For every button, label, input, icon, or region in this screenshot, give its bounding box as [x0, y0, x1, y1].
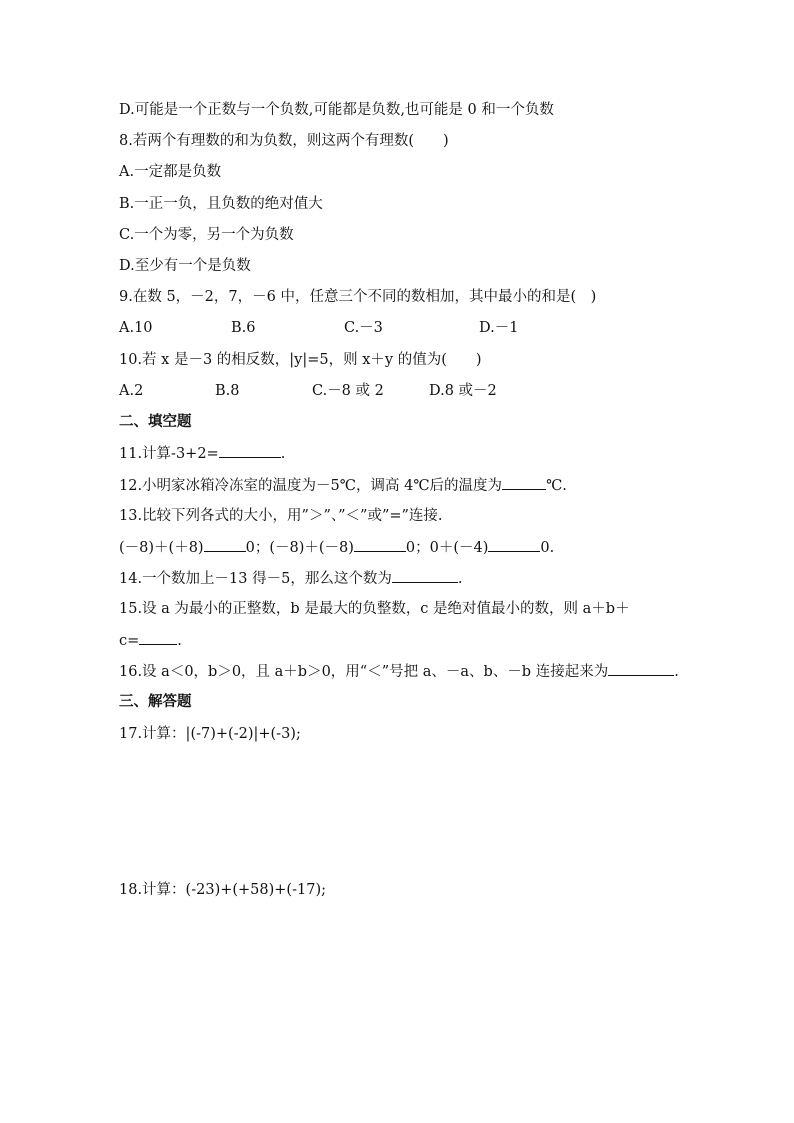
q16-end: .	[674, 664, 679, 680]
q9-option-b: B.6	[231, 320, 256, 336]
q11-blank	[219, 443, 281, 458]
q14-blank	[392, 568, 458, 583]
q10-option-a: A.2	[119, 383, 144, 399]
question-16	[119, 661, 679, 682]
q13-expressions	[119, 537, 554, 558]
q14-text: 14.一个数加上－13 得－5，那么这个数为	[119, 571, 392, 587]
question-12	[119, 475, 567, 496]
q15-blank	[139, 630, 177, 645]
q15-end: .	[177, 633, 182, 649]
q13-expr-3: 0；0＋(－4)	[405, 540, 489, 556]
question-9: 9.在数 5，－2，7，－6 中，任意三个不同的数相加，其中最小的和是( )	[119, 289, 597, 305]
q12-blank	[502, 475, 546, 490]
question-10: 10.若 x 是－3 的相反数，|y|=5，则 x＋y 的值为( )	[119, 352, 482, 368]
q12-end: ℃.	[546, 478, 567, 494]
q10-option-d: D.8 或－2	[429, 383, 497, 399]
q8-option-a: A.一定都是负数	[119, 164, 222, 180]
q16-text: 16.设 a＜0，b＞0，且 a＋b＞0，用“＜”号把 a、－a、b、－b 连接起来为	[119, 664, 609, 680]
q9-option-c: C.－3	[344, 320, 383, 336]
q9-option-a: A.10	[119, 320, 153, 336]
q16-blank	[608, 661, 674, 676]
question-15: 15.设 a 为最小的正整数，b 是最大的负整数，c 是绝对值最小的数，则 a＋b＋	[119, 601, 630, 617]
q10-options	[119, 381, 679, 401]
section-fill-in-heading: 二、填空题	[119, 414, 192, 430]
question-17: 17.计算：|(-7)+(-2)|+(-3);	[119, 726, 301, 742]
q14-end: .	[457, 571, 463, 587]
q12-text: 12.小明家冰箱冷冻室的温度为－5℃，调高 4℃后的温度为	[119, 478, 503, 494]
q9-option-d: D.－1	[479, 320, 519, 336]
section-solve-heading: 三、解答题	[119, 694, 192, 710]
q9-options	[119, 318, 679, 338]
question-8: 8.若两个有理数的和为负数，则这两个有理数( )	[119, 133, 449, 149]
q10-option-c: C.－8 或 2	[312, 383, 384, 399]
q13-end: 0.	[540, 540, 555, 556]
question-14	[119, 568, 462, 589]
q13-blank-3	[488, 537, 540, 552]
q13-expr-2: 0；(－8)＋(－8)	[245, 540, 354, 556]
q10-option-b: B.8	[215, 383, 240, 399]
q8-option-d: D.至少有一个是负数	[119, 258, 251, 274]
q11-text: 11.计算-3+2=	[119, 446, 219, 462]
question-11	[119, 443, 285, 464]
q13-blank-2	[354, 537, 406, 552]
q8-option-b: B.一正一负，且负数的绝对值大	[119, 196, 323, 212]
q7-option-d: D.可能是一个正数与一个负数,可能都是负数,也可能是 0 和一个负数	[119, 102, 554, 118]
question-13: 13.比较下列各式的大小，用”＞”、”＜”或”=”连接.	[119, 508, 443, 524]
q8-option-c: C.一个为零，另一个为负数	[119, 227, 294, 243]
q15-cont-text: c=	[119, 633, 140, 649]
q13-expr-1: (－8)＋(＋8)	[119, 540, 204, 556]
question-15-cont	[119, 630, 182, 651]
q11-end: .	[280, 446, 286, 462]
question-18: 18.计算：(-23)+(+58)+(-17);	[119, 882, 326, 898]
q13-blank-1	[204, 537, 246, 552]
